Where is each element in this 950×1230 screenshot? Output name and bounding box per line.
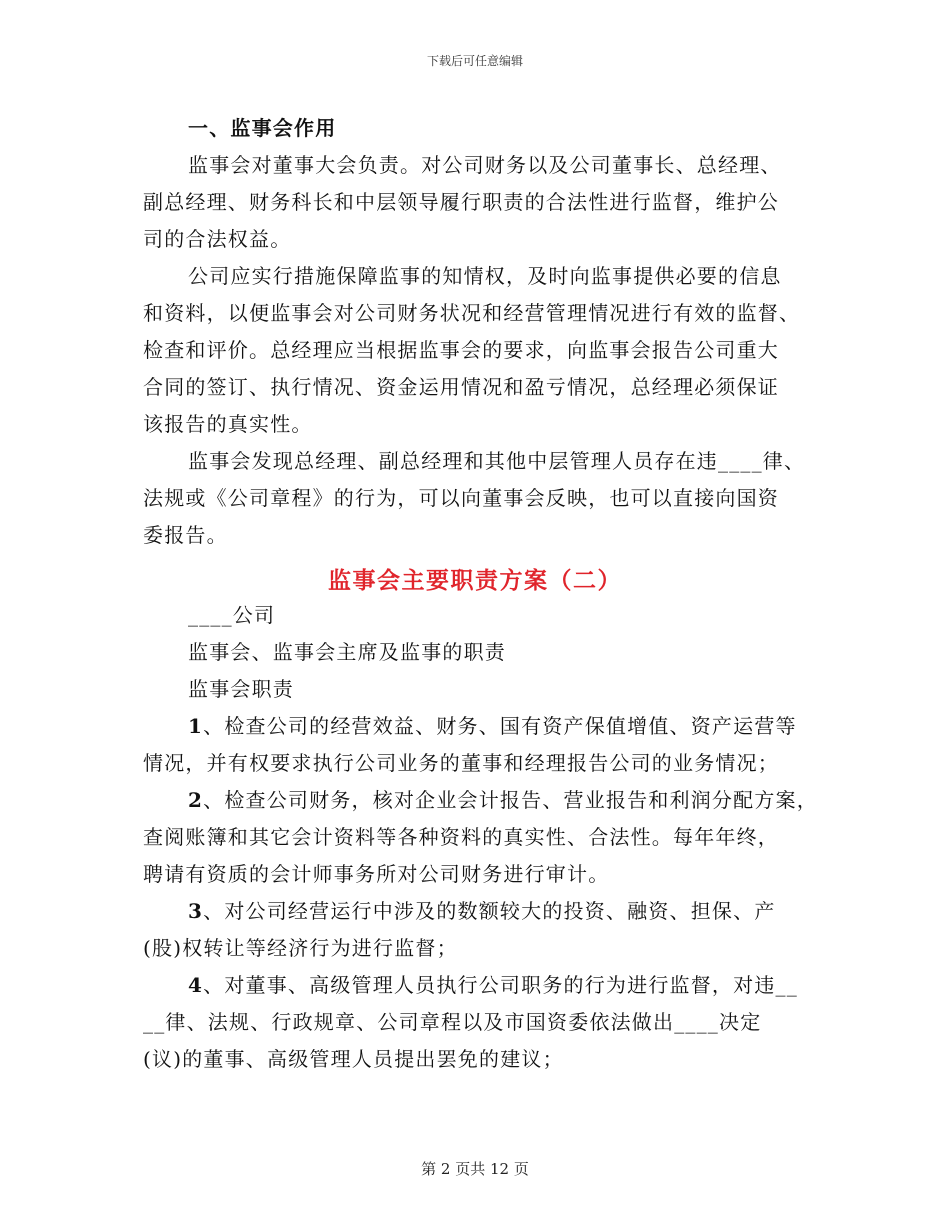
item-number: 1 (188, 714, 204, 738)
item-number: 3 (188, 899, 204, 923)
list-item-line: (股)权转让等经济行为进行监督； (143, 936, 458, 960)
paragraph-line: 和资料，以便监事会对公司财务状况和经营管理情况进行有效的监督、 (143, 301, 801, 325)
paragraph-line: 监事会发现总经理、副总经理和其他中层管理人员存在违____律、 (188, 449, 806, 473)
company-line: ____公司 (188, 603, 276, 627)
paragraph-line: 法规或《公司章程》的行为，可以向董事会反映，也可以直接向国资 (143, 486, 779, 510)
list-item-line: 查阅账簿和其它会计资料等各种资料的真实性、合法性。每年年终， (143, 825, 779, 849)
list-item-first-line (188, 899, 776, 923)
list-item-first-line (188, 973, 798, 997)
item-number: 2 (188, 788, 204, 812)
list-item-line: __律、法规、行政规章、公司章程以及市国资委依法做出____决定 (143, 1010, 762, 1034)
paragraph-line: 委报告。 (143, 523, 228, 547)
list-item-first-line (188, 714, 797, 738)
paragraph-line: 该报告的真实性。 (143, 412, 313, 436)
page-header-note: 下载后可任意编辑 (426, 54, 523, 68)
item-number: 4 (188, 973, 204, 997)
subtitle-line: 监事会、监事会主席及监事的职责 (188, 640, 506, 664)
list-item-first-line (188, 788, 818, 812)
paragraph-line: 公司应实行措施保障监事的知情权，及时向监事提供必要的信息 (188, 264, 782, 288)
paragraph-line: 监事会对董事大会负责。对公司财务以及公司董事长、总经理、 (188, 153, 782, 177)
item-text: 、检查公司财务，核对企业会计报告、营业报告和利润分配方案， (203, 788, 818, 812)
list-item-line: (议)的董事、高级管理人员提出罢免的建议； (143, 1047, 564, 1071)
page-footer-info: 第 2 页共 12 页 (421, 1160, 529, 1178)
subheading-line: 监事会职责 (188, 677, 294, 701)
section-title: 监事会主要职责方案（二） (328, 567, 622, 594)
paragraph-line: 司的合法权益。 (143, 227, 292, 251)
paragraph-line: 检查和评价。总经理应当根据监事会的要求，向监事会报告公司重大 (143, 338, 779, 362)
section-heading: 一、监事会作用 (188, 116, 337, 140)
paragraph-line: 副总经理、财务科长和中层领导履行职责的合法性进行监督，维护公 (143, 190, 779, 214)
item-text: 、对董事、高级管理人员执行公司职务的行为进行监督，对违__ (203, 973, 798, 997)
item-text: 、对公司经营运行中涉及的数额较大的投资、融资、担保、产 (203, 899, 776, 923)
list-item-line: 聘请有资质的会计师事务所对公司财务进行审计。 (143, 862, 610, 886)
item-text: 、检查公司的经营效益、财务、国有资产保值增值、资产运营等 (203, 714, 797, 738)
paragraph-line: 合同的签订、执行情况、资金运用情况和盈亏情况，总经理必须保证 (143, 375, 779, 399)
list-item-line: 情况，并有权要求执行公司业务的董事和经理报告公司的业务情况； (143, 751, 779, 775)
